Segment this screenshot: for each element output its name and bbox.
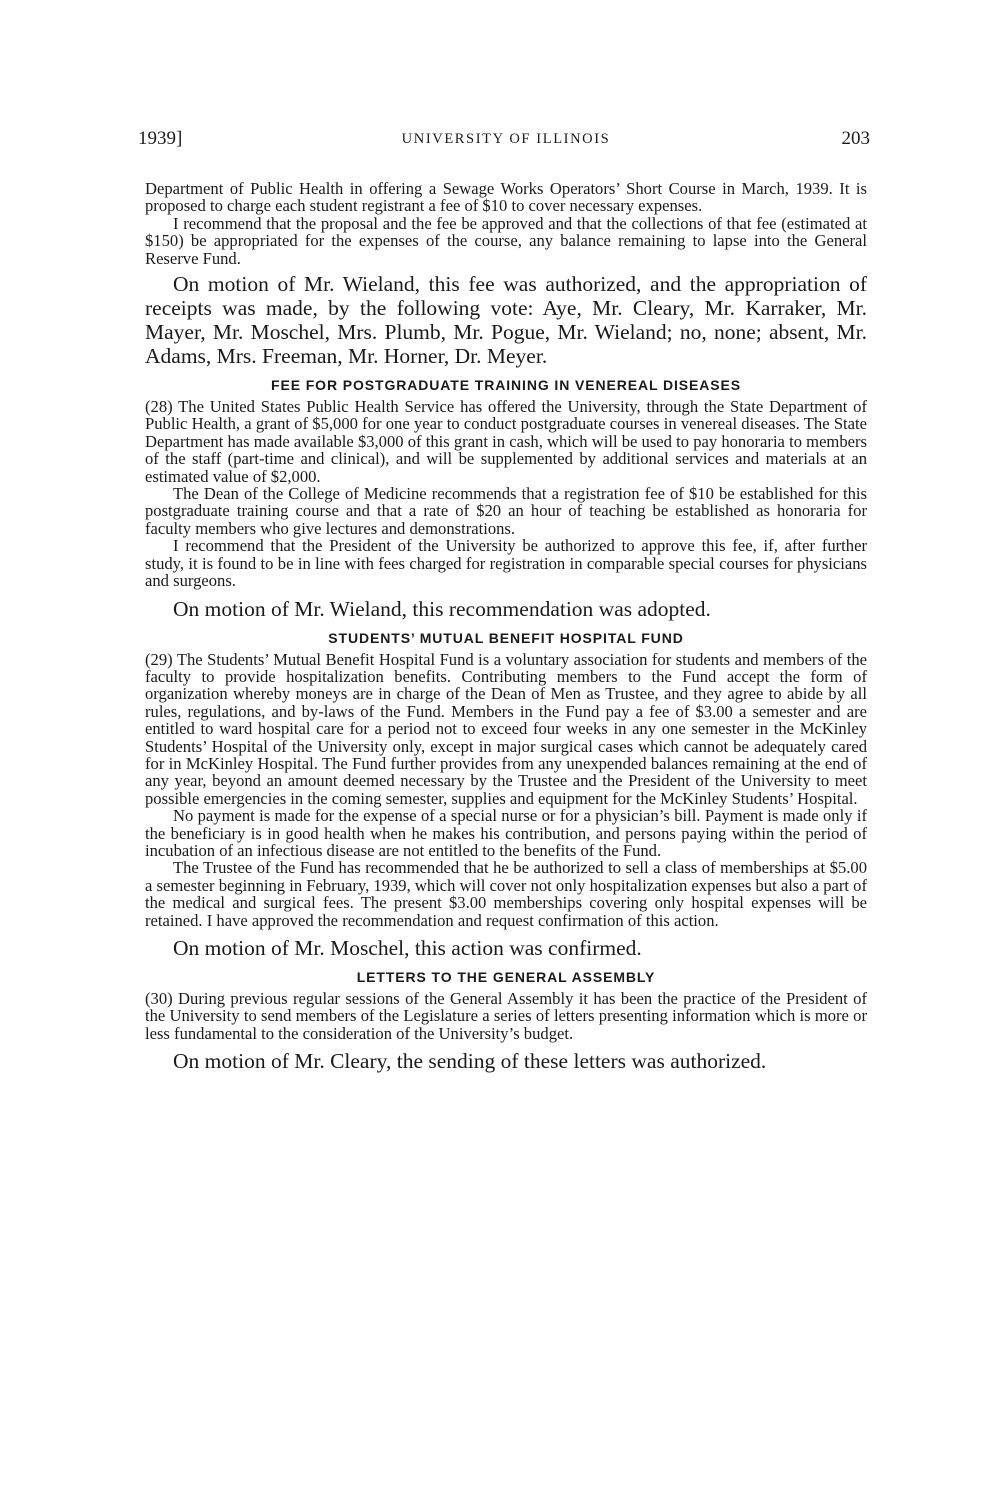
running-header bbox=[138, 128, 870, 154]
section-heading-general-assembly: LETTERS TO THE GENERAL ASSEMBLY bbox=[356, 969, 656, 985]
page-number: 203 bbox=[841, 128, 870, 149]
paragraph-dean-recommendation: The Dean of the College of Medicine recommends that a registration fee of $10 be established for this postgraduate training course and that a rate of $20 an hour of teaching be established as honoraria for faculty members who give lectures and demonstrations. bbox=[145, 484, 867, 538]
motion-confirmed: On motion of Mr. Moschel, this action was confirmed. bbox=[173, 936, 642, 960]
paragraph-item-30: (30) During previous regular sessions of the General Assembly it has been the practice of the President of the University to send members of the Legislature a series of letters presenting information which is more or less fundamental to the consideration of the University’s budget. bbox=[145, 989, 867, 1043]
paragraph-item-28: (28) The United States Public Health Service has offered the University, through the State Department of Public Health, a grant of $5,000 for one year to conduct postgraduate courses in venereal diseases. The State Department has made available $3,000 of this grant in cash, which will be used to pay honoraria to members of the staff (part-time and clinical), and will be supplemented by additional services and materials at an estimated value of $2,000. bbox=[145, 397, 867, 486]
motion-adopted: On motion of Mr. Wieland, this recommendation was adopted. bbox=[173, 596, 711, 621]
paragraph-continuation: Department of Public Health in offering a Sewage Works Operators’ Short Course in March, 1939. It is proposed to charge each student registrant a fee of $10 to cover necessary expenses. bbox=[145, 179, 867, 216]
paragraph-trustee: The Trustee of the Fund has recommended that he be authorized to sell a class of memberships at $5.00 a semester beginning in February, 1939, which will cover not only hospitalization expenses but also a part of the medical and surgical fees. The present $3.00 memberships covering only hospital expenses will be retained. I have approved the recommendation and request confirmation of this action. bbox=[145, 858, 867, 930]
section-heading-venereal-diseases: FEE FOR POSTGRADUATE TRAINING IN VENEREAL DISEASES bbox=[271, 377, 741, 394]
section-heading-hospital-fund: STUDENTS’ MUTUAL BENEFIT HOSPITAL FUND bbox=[328, 629, 684, 646]
header-year: 1939] bbox=[138, 128, 183, 149]
paragraph-item-29: (29) The Students’ Mutual Benefit Hospital Fund is a voluntary association for students and members of the faculty to provide hospitalization benefits. Contributing members to the Fund accept the form of organization whereby moneys are in charge of the Dean of Men as Trustee, and they agree to abide by all rules, regulations, and by-laws of the Fund. Members in the Fund pay a fee of $3.00 a semester and are entitled to ward hospital care for a period not to exceed four weeks in any one semester in the McKinley Students’ Hospital of the University only, except in major surgical cases which cannot be adequately cared for in McKinley Hospital. The Fund further provides from any unexpended balances remaining at the end of any year, beyond an amount deemed necessary by the Trustee and the President of the University to meet possible emergencies in the coming semester, supplies and equipment for the McKinley Students’ Hospital. bbox=[145, 649, 867, 808]
paragraph-recommendation: I recommend that the proposal and the fee be approved and that the collections of that fee (estimated at $150) be appropriated for the expenses of the course, any balance remaining to lapse into the General Reserve Fund. bbox=[145, 213, 867, 268]
document-page bbox=[138, 128, 870, 1077]
paragraph-president-recommendation: I recommend that the President of the University be authorized to approve this fee, if, after further study, it is found to be in line with fees charged for registration in comparable special courses for physicians and surgeons. bbox=[145, 536, 867, 591]
paragraph-no-payment: No payment is made for the expense of a special nurse or for a physician’s bill. Payment is made only if the beneficiary is in good health when he makes his contribution, and persons paying within the period of incubation of an infectious disease are not entitled to the benefits of the Fund. bbox=[145, 806, 867, 860]
motion-authorized: On motion of Mr. Cleary, the sending of these letters was authorized. bbox=[173, 1049, 767, 1074]
header-title: UNIVERSITY OF ILLINOIS bbox=[401, 131, 611, 147]
motion-vote: On motion of Mr. Wieland, this fee was authorized, and the appropriation of receipts was made, by the following vote: Aye, Mr. Cleary, Mr. Karraker, Mr. Mayer, Mr. Moschel, Mrs. Plumb, Mr. Pogue, Mr. Wieland; no, none; absent, Mr. Adams, Mrs. Freeman, Mr. Horner, Dr. Meyer. bbox=[145, 272, 867, 369]
